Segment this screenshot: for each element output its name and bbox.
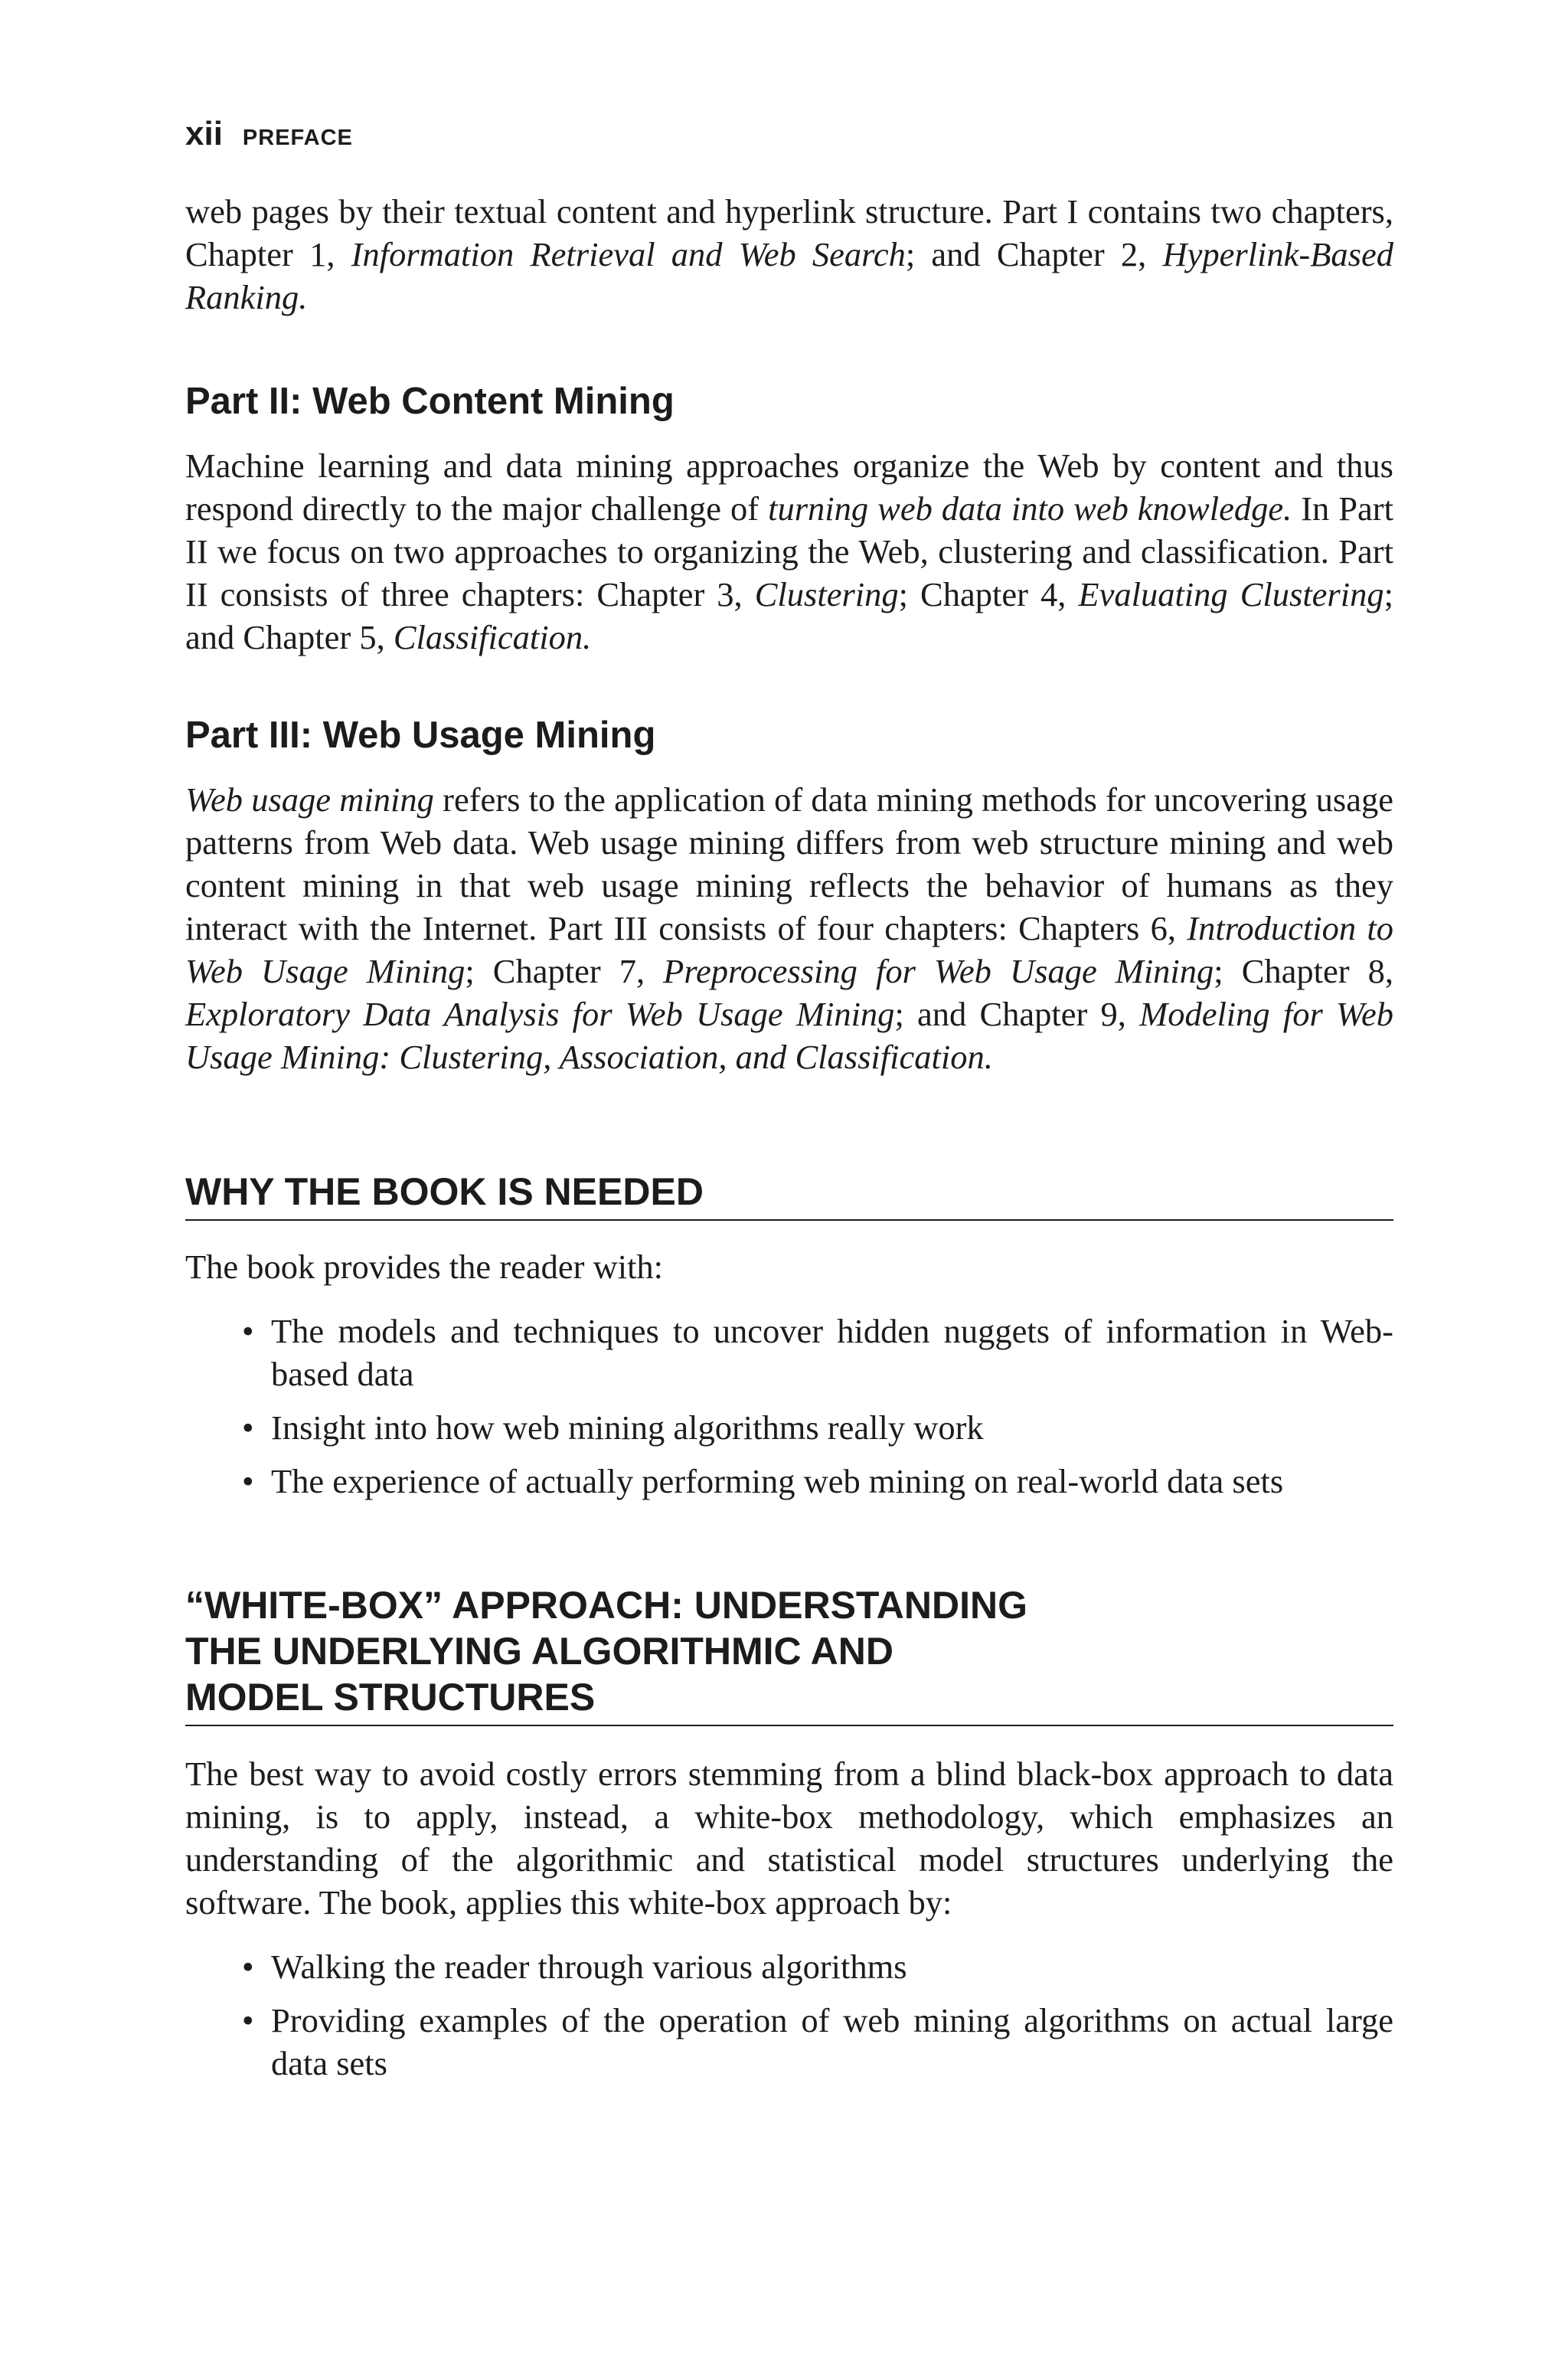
part-ii-heading: Part II: Web Content Mining (185, 381, 675, 422)
page-number: xii (185, 115, 223, 152)
white-box-bullet-list (185, 1945, 1393, 2085)
list-item: • The experience of actually performing web mining on real-world data sets (185, 1460, 1393, 1503)
running-title: PREFACE (242, 126, 353, 150)
part-ii-paragraph: Machine learning and data mining approaches organize the Web by content and thus respond directly to the major challenge of turning web data into web knowledge. In Part II we focus on two approaches to organizing the Web, clustering and classification. Part II consists of three chapters: Chapter 3, Clustering; Chapter 4, Evaluating Clustering; and Chapter 5, Classification. (185, 446, 1393, 656)
bullet-icon: • (242, 1948, 254, 1986)
continuation-paragraph: web pages by their textual content and hyperlink structure. Part I contains two chapters, Chapter 1, Information Retrieval and Web Search; and Chapter 2, Hyperlink-Based Ranking. (185, 192, 1393, 316)
white-box-heading: “WHITE-BOX” APPROACH: UNDERSTANDING THE UNDERLYING ALGORITHMIC AND MODEL STRUCTURES (185, 1582, 1393, 1726)
why-intro: The book provides the reader with: (185, 1248, 664, 1286)
why-section (185, 1169, 1393, 1503)
bullet-icon: • (242, 1312, 254, 1350)
book-page (185, 115, 1393, 2095)
running-head (185, 115, 1393, 176)
part-iii-paragraph: Web usage mining refers to the application of data mining methods for uncovering usage patterns from Web data. Web usage mining differs from web structure mining and web content mining in that web usage mining reflects the behavior of humans as they interact with the Internet. Part III consists of four chapters: Chapters 6, Introduction to Web Usage Mining; Chapter 7, Preprocessing for Web Usage Mining; Chapter 8, Exploratory Data Analysis for Web Usage Mining; and Chapter 9, Modeling for Web Usage Mining: Clustering, Association, and Classification. (185, 780, 1394, 1076)
why-bullet-list (185, 1310, 1393, 1503)
list-item: • Insight into how web mining algorithms really work (185, 1406, 1393, 1449)
list-item: • Providing examples of the operation of web mining algorithms on actual large data sets (185, 1999, 1393, 2085)
bullet-icon: • (242, 1462, 254, 1500)
white-box-section (185, 1582, 1393, 2085)
bullet-icon: • (242, 1408, 254, 1447)
list-item: • The models and techniques to uncover hidden nuggets of information in Web-based data (185, 1310, 1393, 1395)
bullet-icon: • (242, 2001, 254, 2039)
part-iii-heading: Part III: Web Usage Mining (185, 715, 656, 756)
list-item: • Walking the reader through various algorithms (185, 1945, 1393, 1988)
why-heading: WHY THE BOOK IS NEEDED (185, 1169, 1393, 1221)
white-box-paragraph: The best way to avoid costly errors stemming from a blind black-box approach to data mining, is to apply, instead, a white-box methodology, which emphasizes an understanding of the algorithmic and statistical model structures underlying the software. The book, applies this white-box approach by: (185, 1755, 1393, 1922)
